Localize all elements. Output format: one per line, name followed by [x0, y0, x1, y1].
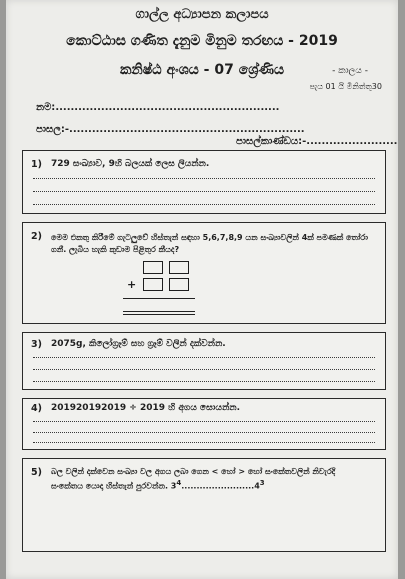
question-number: 3)	[31, 339, 42, 350]
sum-double-rule	[123, 314, 195, 315]
answer-line[interactable]	[33, 178, 375, 179]
exponent-b: 3	[259, 479, 265, 487]
question-box-5	[22, 458, 386, 552]
answer-line[interactable]	[33, 369, 375, 370]
question-text: 729 සංඛ්‍යාව, 9හි බලයක් ලෙස ලියන්න.	[51, 159, 210, 169]
header	[6, 0, 398, 92]
digit-box[interactable]	[169, 278, 189, 291]
answer-line[interactable]	[33, 381, 375, 382]
question-number: 4)	[31, 403, 42, 414]
plus-sign: +	[127, 278, 137, 291]
index-dots[interactable]: ........................	[306, 136, 398, 147]
question-text-line2	[51, 479, 265, 492]
index-line	[236, 136, 397, 147]
index-label: පාසල්කාණ්ඩය:-	[236, 136, 307, 147]
school-label: පාසල:-	[36, 124, 70, 135]
student-info	[6, 92, 398, 147]
question-text-main: සංකේතය යොදා හිස්තැන් පුරවන්න. 3	[51, 481, 177, 491]
answer-line[interactable]	[33, 442, 375, 443]
question-text: 201920192019 ÷ 2019 හි අගය සොයන්න.	[51, 403, 241, 413]
school-dots[interactable]: ..............................................................	[69, 124, 305, 135]
question-box-2	[22, 222, 386, 324]
sum-rule	[123, 298, 195, 299]
sum-rule	[123, 311, 195, 312]
question-box-1	[22, 150, 386, 214]
test-title: කොට්ඨාස ගණිත දැනුම මිනුම තරඟය - 2019	[66, 33, 338, 49]
answer-line[interactable]	[33, 204, 375, 205]
grade-section: කනිෂ්ඨ අංශය - 07 ශ්‍රේණිය	[119, 62, 285, 78]
question-number: 5)	[31, 467, 42, 478]
question-text-line2: ගනී. ලැබිය හැකි කුඩාම පිළිතුර කීයද?	[51, 245, 180, 254]
time-label: - කාලය -	[332, 66, 368, 76]
answer-line[interactable]	[33, 432, 375, 433]
zone-office-title: ගාල්ල අධ්‍යාපන කලාපය	[135, 7, 269, 22]
question-box-3	[22, 332, 386, 390]
school-line	[36, 124, 305, 135]
name-dots[interactable]: ...........................................................	[55, 102, 280, 113]
comparison-blank[interactable]: ........................4	[181, 481, 260, 491]
name-line	[36, 102, 279, 113]
question-number: 1)	[31, 159, 42, 170]
question-text-line1: මෙම එකතු කිරීමේ ගැටලුවේ හිස්තැන් සඳහා 5,6,7,8,9 යන සංඛ්‍යාවලින් 4ක් පමණක් තෝරා	[51, 233, 369, 242]
time-value: පැය 01 යි මිනිත්තු30	[309, 82, 382, 91]
question-number: 2)	[31, 231, 42, 242]
question-text: 2075g, කිලෝග්‍රෑම් සහ ග්‍රෑම් වලින් දක්වන්න.	[51, 339, 226, 349]
answer-line[interactable]	[33, 357, 375, 358]
exam-sheet	[6, 0, 398, 579]
answer-line[interactable]	[33, 191, 375, 192]
question-box-4	[22, 398, 386, 450]
exponent-a: 4	[176, 479, 182, 487]
answer-line[interactable]	[33, 421, 375, 422]
name-label: නම:	[36, 102, 56, 113]
digit-box[interactable]	[143, 261, 163, 274]
digit-box[interactable]	[143, 278, 163, 291]
digit-box[interactable]	[169, 261, 189, 274]
question-text-line1: බල වලින් දක්වෙන සංඛ්‍යා වල අගය ලබා ගෙන < හෝ > හෝ සංකේතවලින් නිවැරදි	[51, 467, 336, 476]
